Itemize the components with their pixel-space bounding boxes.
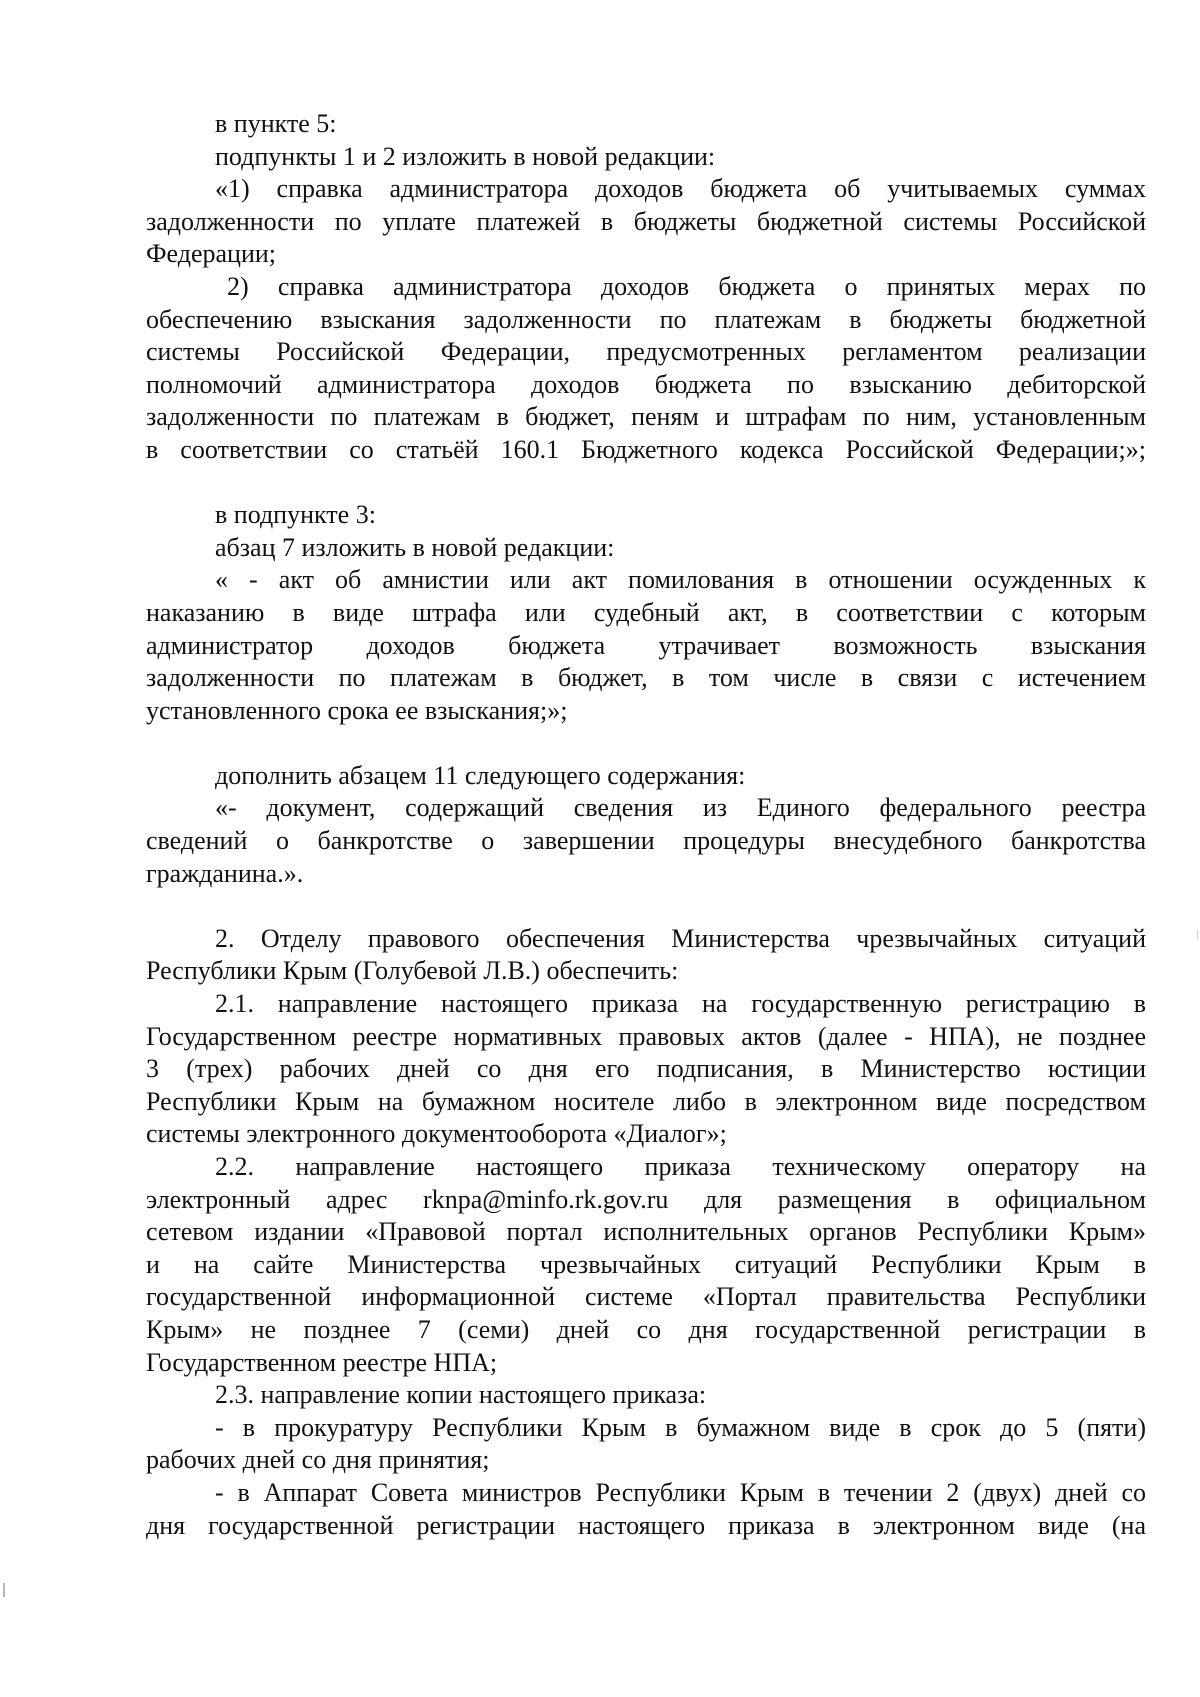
text-line: обеспечению взыскания задолженности по платежам в бюджеты бюджетной (146, 304, 1146, 334)
text-line: гражданина.». (146, 858, 304, 888)
text-line: рабочих дней со дня принятия; (146, 1445, 490, 1475)
text-line: задолженности по платежам в бюджет, пеням и штрафам по ним, установленным (146, 402, 1146, 432)
text-line: 2.2. направление настоящего приказа техническому оператору на (215, 1152, 1146, 1181)
text-line: 3 (трех) рабочих дней со дня его подписания, в Министерство юстиции (146, 1054, 1146, 1084)
text-line: 2. Отделу правового обеспечения Министерства чрезвычайных ситуаций (215, 923, 1146, 953)
text-line: дополнить абзацем 11 следующего содержания: (215, 760, 746, 790)
text-line: - в Аппарат Совета министров Республики Крым в течении 2 (двух) дней со (215, 1477, 1146, 1507)
text-line: в соответствии со статьёй 160.1 Бюджетного кодекса Российской Федерации;»; (146, 434, 1146, 464)
text-line: задолженности по платежам в бюджет, в том числе в связи с истечением (146, 663, 1146, 693)
text-line: абзац 7 изложить в новой редакции: (215, 532, 615, 562)
text-line: Крым» не позднее 7 (семи) дней со дня государственной регистрации в (146, 1314, 1146, 1344)
text-line: администратор доходов бюджета утрачивает возможность взыскания (146, 630, 1146, 660)
text-line: 2) справка администратора доходов бюджета о принятых мерах по (227, 271, 1146, 301)
text-line: сетевом издании «Правовой портал исполнительных органов Республики Крым» (146, 1217, 1146, 1247)
text-line: « - акт об амнистии или акт помилования в отношении осужденных к (215, 565, 1146, 595)
text-line: «- документ, содержащий сведения из Единого федерального реестра (215, 793, 1146, 823)
text-line: - в прокуратуру Республики Крым в бумажном виде в срок до 5 (пяти) (215, 1412, 1146, 1442)
text-line: дня государственной регистрации настоящего приказа в электронном виде (на (146, 1510, 1146, 1540)
text-line: установленного срока ее взыскания;»; (146, 695, 568, 725)
paragraph-gap (146, 727, 1146, 760)
text-line: подпункты 1 и 2 изложить в новой редакции: (215, 141, 716, 171)
text-line: Республики Крым на бумажном носителе либо в электронном виде посредством (146, 1086, 1146, 1116)
text-line: 2.3. направление копии настоящего приказа: (215, 1380, 707, 1410)
paragraph-gap (146, 467, 1146, 500)
scan-edge-mark (1197, 930, 1198, 940)
text-line: Государственном реестре нормативных правовых актов (далее - НПА), не позднее (146, 1021, 1146, 1051)
text-line: в подпункте 3: (215, 500, 376, 530)
paragraph-gap (146, 890, 1146, 923)
text-line: задолженности по уплате платежей в бюджеты бюджетной системы Российской (146, 206, 1146, 236)
text-line: Республики Крым (Голубевой Л.В.) обеспечить: (146, 956, 679, 986)
text-line: «1) справка администратора доходов бюджета об учитываемых суммах (215, 174, 1146, 204)
scan-edge-mark (3, 1583, 5, 1597)
text-line: и на сайте Министерства чрезвычайных ситуаций Республики Крым в (146, 1249, 1146, 1279)
text-line: Федерации; (146, 239, 277, 269)
text-line: электронный адрес rknpa@minfo.rk.gov.ru для размещения в официальном (146, 1184, 1146, 1214)
text-line: 2.1. направление настоящего приказа на государственную регистрацию в (215, 989, 1146, 1019)
document-page (146, 108, 1146, 1542)
text-line: наказанию в виде штрафа или судебный акт, в соответствии с которым (146, 597, 1146, 627)
text-line: системы Российской Федерации, предусмотренных регламентом реализации (146, 337, 1146, 367)
text-line: сведений о банкротстве о завершении процедуры внесудебного банкротства (146, 826, 1146, 856)
text-line: Государственном реестре НПА; (146, 1347, 498, 1377)
text-line: государственной информационной системе «Портал правительства Республики (146, 1282, 1146, 1312)
text-line: полномочий администратора доходов бюджета по взысканию дебиторской (146, 369, 1146, 399)
text-line: системы электронного документооборота «Диалог»; (146, 1119, 727, 1149)
text-line: в пункте 5: (215, 109, 337, 138)
